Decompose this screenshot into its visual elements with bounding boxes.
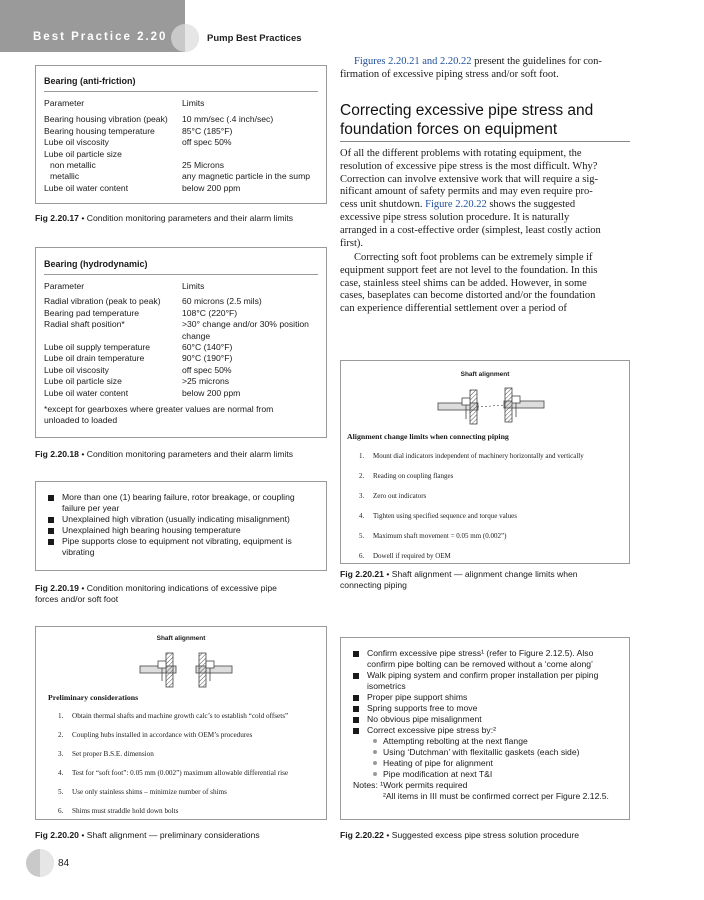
fig19-caption: Fig 2.20.19 • Condition monitoring indications of excessive pipe forces and/or soft foot xyxy=(35,583,277,604)
fig22-caption: Fig 2.20.22 • Suggested excess pipe stress solution procedure xyxy=(340,830,580,840)
shaft-coupling-diagram xyxy=(436,383,546,431)
caption-number: Fig 2.20.18 xyxy=(35,449,79,459)
caption-text: Condition monitoring indications of excessive pipe xyxy=(86,583,277,593)
caption-number: Fig 2.20.21 xyxy=(340,569,384,579)
table-cell: off spec 50% xyxy=(182,137,232,148)
header-band xyxy=(0,0,185,52)
fig17-title: Bearing (anti-friction) xyxy=(44,76,136,86)
caption-text: Condition monitoring parameters and their alarm limits xyxy=(86,213,294,223)
sub-list-item: Using ‘Dutchman’ with flexitallic gaskets (each side) xyxy=(349,747,621,758)
intro-paragraph: Figures 2.20.21 and 2.20.22 present the guidelines for con- firmation of excessive piping stress and/or soft foot. xyxy=(340,56,602,80)
list-item: Correct excessive pipe stress by:² xyxy=(349,725,621,736)
shaft-coupling-diagram xyxy=(136,647,236,693)
table-cell: Lube oil water content xyxy=(44,387,129,398)
fig20-list xyxy=(48,693,323,815)
fig20-caption: Fig 2.20.20 • Shaft alignment — preliminary considerations xyxy=(35,830,260,840)
body-paragraph-1: Of all the different problems with rotating equipment, the resolution of excessive pipe stress is the most difficult. Why? Correction can involve extensive work that will require a sig- nificant amount of safety permits and may even require pro- cess unit shutdown. Figure 2.20.22 shows the suggested excessive pipe stress solution procedure. It is naturally arranged in a cost-effective order (simplest, least costly action first). xyxy=(340,148,601,249)
list-item: Unexplained high bearing housing temperature xyxy=(44,525,318,536)
list-item: Unexplained high vibration (usually indicating misalignment) xyxy=(44,514,318,525)
list-item: 1. Mount dial indicators independent of machinery horizontally and vertically xyxy=(359,452,584,460)
page-number: 84 xyxy=(58,858,70,869)
table-cell: Lube oil drain temperature xyxy=(44,353,145,364)
header-tab-icon xyxy=(171,24,199,52)
list-item: 5. Use only stainless shims – minimize number of shims xyxy=(58,788,227,796)
fig17-table xyxy=(44,98,318,194)
list-item: Pipe supports close to equipment not vibrating, equipment is vibrating xyxy=(44,536,318,558)
table-cell: 85°C (185°F) xyxy=(182,125,233,136)
caption-text: connecting piping xyxy=(340,580,407,590)
table-cell: Bearing housing vibration (peak) xyxy=(44,114,168,125)
section-title: Pump Best Practices xyxy=(207,33,302,44)
table-cell: 25 Microns xyxy=(182,160,225,171)
list-item: 1. Obtain thermal shafts and machine growth calc’s to establish “cold offsets” xyxy=(58,712,289,720)
table-cell: Lube oil particle size xyxy=(44,148,122,159)
table-cell: 60°C (140°F) xyxy=(182,342,233,353)
table-cell: Radial shaft position* xyxy=(44,319,125,330)
table-cell: change xyxy=(182,330,211,341)
list-item: 4. Test for “soft foot”: 0.05 mm (0.002”) maximum allowable differential rise xyxy=(58,769,289,777)
fig17-col-limits: Limits xyxy=(182,98,205,108)
caption-text: Shaft alignment — alignment change limits when xyxy=(391,569,578,579)
note-line: unloaded to loaded xyxy=(44,415,118,426)
fig18-table xyxy=(44,281,318,427)
sub-list-item: Attempting rebolting at the next flange xyxy=(349,736,621,747)
list-item: 6. Shims must straddle hold down bolts xyxy=(58,807,179,815)
fig22-note: Notes: ¹Work permits required xyxy=(353,780,468,790)
fig22-note: ²All items in III must be confirmed correct per Figure 2.12.5. xyxy=(383,791,609,801)
table-cell: >30° change and/or 30% position xyxy=(182,319,309,330)
table-cell: 90°C (190°F) xyxy=(182,353,233,364)
fig18-box xyxy=(35,247,327,438)
fig22-box xyxy=(340,637,630,820)
list-item: 6. Dowell if required by OEM xyxy=(359,552,451,560)
fig19-box xyxy=(35,481,327,571)
fig21-caption: Fig 2.20.21 • Shaft alignment — alignment change limits when connecting piping xyxy=(340,569,578,590)
table-cell: 108°C (220°F) xyxy=(182,307,238,318)
caption-text: Suggested excess pipe stress solution procedure xyxy=(391,830,580,840)
caption-number: Fig 2.20.20 xyxy=(35,830,79,840)
table-cell: 10 mm/sec (.4 inch/sec) xyxy=(182,114,274,125)
footer-tab-icon xyxy=(26,849,54,877)
table-cell: any magnetic particle in the sump xyxy=(182,171,311,182)
shaft-alignment-title: Shaft alignment xyxy=(460,371,510,378)
fig18-caption: Fig 2.20.18 • Condition monitoring parameters and their alarm limits xyxy=(35,449,294,459)
table-cell: Lube oil viscosity xyxy=(44,364,109,375)
table-cell: Bearing housing temperature xyxy=(44,125,155,136)
list-title: Preliminary considerations xyxy=(48,693,139,702)
fig17-caption: Fig 2.20.17 • Condition monitoring parameters and their alarm limits xyxy=(35,213,294,223)
list-item: No obvious pipe misalignment xyxy=(349,714,621,725)
best-practice-title: Best Practice 2.20 xyxy=(33,31,168,43)
fig21-box xyxy=(340,360,630,564)
table-cell xyxy=(182,149,318,160)
table-cell: Lube oil particle size xyxy=(44,376,122,387)
fig20-box xyxy=(35,626,327,820)
list-item: 3. Set proper B.S.E. dimension xyxy=(58,750,154,758)
caption-number: Fig 2.20.17 xyxy=(35,213,79,223)
table-cell: below 200 ppm xyxy=(182,387,241,398)
figure-link[interactable]: Figures 2.20.21 and 2.20.22 xyxy=(354,56,472,67)
table-cell: 60 microns (2.5 mils) xyxy=(182,296,262,307)
list-item: 3. Zero out indicators xyxy=(359,492,427,500)
list-item: Proper pipe support shims xyxy=(349,692,621,703)
table-cell: >25 microns xyxy=(182,376,230,387)
table-cell: Lube oil supply temperature xyxy=(44,342,151,353)
list-item: Spring supports free to move xyxy=(349,703,621,714)
heading-rule xyxy=(340,141,630,142)
figure-link[interactable]: Figure 2.20.22 xyxy=(425,199,487,211)
caption-text: Shaft alignment — preliminary considerations xyxy=(86,830,260,840)
table-cell: Lube oil water content xyxy=(44,182,129,193)
table-cell: Bearing pad temperature xyxy=(44,307,140,318)
note-line: *except for gearboxes where greater values are normal from xyxy=(44,404,274,415)
section-heading: Correcting excessive pipe stress and foundation forces on equipment xyxy=(340,102,594,138)
table-cell: Radial vibration (peak to peak) xyxy=(44,296,161,307)
fig17-box xyxy=(35,65,327,204)
table-cell: non metallic xyxy=(50,160,96,171)
fig19-list xyxy=(44,492,318,558)
body-paragraph-2: Correcting soft foot problems can be extremely simple if equipment support feet are not level to the foundation. In this case, stainless steel shims can be added. However, in some cases, baseplates can become distorted and/or the foundation can experience differential settlement over a period of xyxy=(340,252,598,315)
list-title: Alignment change limits when connecting piping xyxy=(347,432,509,441)
fig18-col-param: Parameter xyxy=(44,281,85,291)
caption-number: Fig 2.20.19 xyxy=(35,583,79,593)
table-cell: below 200 ppm xyxy=(182,182,241,193)
sub-list-item: Pipe modification at next T&I xyxy=(349,769,621,780)
list-item: Walk piping system and confirm proper installation per piping isometrics xyxy=(349,670,621,692)
fig18-note xyxy=(44,404,318,427)
list-item: More than one (1) bearing failure, rotor breakage, or coupling failure per year xyxy=(44,492,318,514)
list-item: 4. Tighten using specified sequence and torque values xyxy=(359,512,517,520)
caption-text: forces and/or soft foot xyxy=(35,594,119,604)
list-item: 5. Maximum shaft movement = 0.05 mm (0.002”) xyxy=(359,532,507,540)
fig17-col-param: Parameter xyxy=(44,98,85,108)
table-cell xyxy=(44,331,182,342)
table-cell: Lube oil viscosity xyxy=(44,137,109,148)
sub-list-item: Heating of pipe for alignment xyxy=(349,758,621,769)
fig18-title: Bearing (hydrodynamic) xyxy=(44,259,148,269)
caption-number: Fig 2.20.22 xyxy=(340,830,384,840)
shaft-alignment-title: Shaft alignment xyxy=(156,635,206,642)
fig18-col-limits: Limits xyxy=(182,281,205,291)
list-item: Confirm excessive pipe stress¹ (refer to Figure 2.12.5). Also confirm pipe bolting can be removed without a ‘come along’ xyxy=(349,648,621,670)
fig21-list xyxy=(347,432,627,560)
table-cell: off spec 50% xyxy=(182,364,232,375)
fig22-list xyxy=(349,648,621,802)
list-item: 2. Reading on coupling flanges xyxy=(359,472,454,480)
caption-text: Condition monitoring parameters and their alarm limits xyxy=(86,449,294,459)
list-item: 2. Coupling hubs installed in accordance with OEM’s procedures xyxy=(58,731,253,739)
table-cell: metallic xyxy=(50,171,80,182)
